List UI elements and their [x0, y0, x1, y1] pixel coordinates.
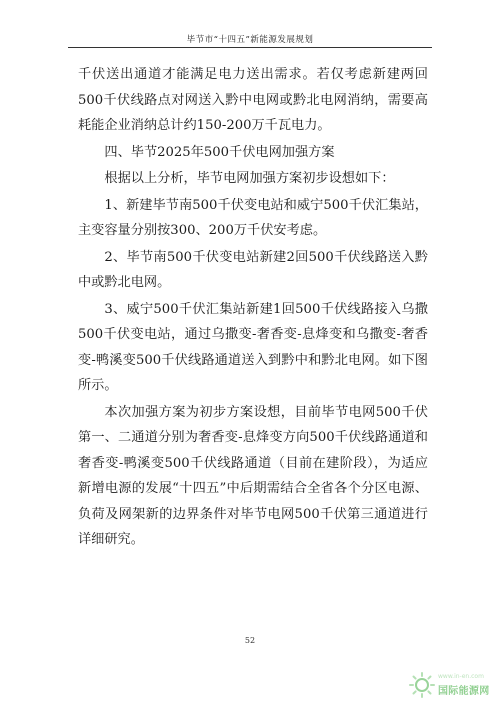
list-item: 3、威宁500千伏汇集站新建1回500千伏线路接入乌撒500千伏变电站，通过乌撒变-奢香变-息烽变和乌撒变-奢香变-鸭溪变500千伏线路通道送入到黔中和黔北电网。如下图所示。: [78, 301, 428, 393]
paragraph: 千伏送出通道才能满足电力送出需求。若仅考虑新建两回500千伏线路点对网送入黔中电网或黔北电网消纳，需要高耗能企业消纳总计约150-200万千瓦电力。: [78, 67, 428, 133]
paragraph: 根据以上分析，毕节电网加强方案初步设想如下：: [104, 171, 395, 186]
watermark-url: www.in-en.com: [438, 673, 484, 680]
list-item: 1、新建毕节南500千伏变电站和威宁500千伏汇集站，主变容量分别按300、200万千伏安考虑。: [78, 197, 428, 238]
header-divider: [68, 47, 432, 48]
paragraph: 本次加强方案为初步方案设想，目前毕节电网500千伏第一、二通道分别为奢香变-息烽变方向500千伏线路通道和奢香变-鸭溪变500千伏线路通道（目前在建阶段），为适应新增电源的发展“十四五”中后期需结合全省各个分区电源、负荷及网架新的边界条件对毕节电网500千伏第三通道进行详细研究。: [78, 404, 428, 547]
watermark-logo: [408, 671, 494, 701]
sun-logo-icon: [408, 671, 436, 699]
section-heading: 四、毕节2025年500千伏电网加强方案: [104, 144, 335, 160]
page-number: 52: [244, 636, 256, 645]
running-header: 毕节市“十四五”新能源发展规划: [186, 35, 314, 45]
document-body: [78, 62, 428, 554]
watermark-label: 国际能源网: [438, 686, 490, 697]
list-item: 2、毕节南500千伏变电站新建2回500千伏线路送入黔中或黔北电网。: [78, 249, 428, 290]
